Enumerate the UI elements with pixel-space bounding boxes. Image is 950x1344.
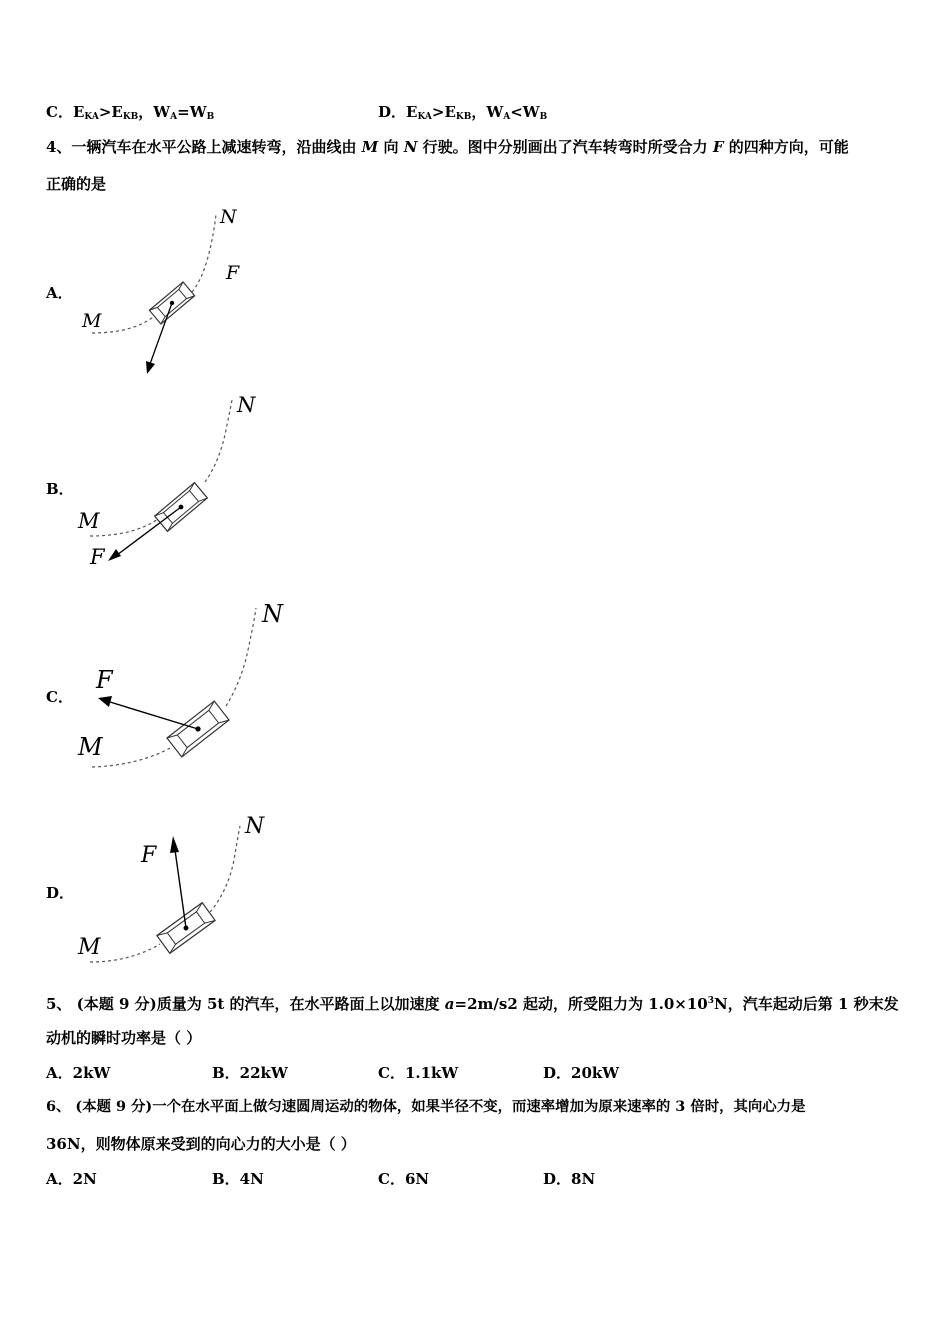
- q5-option-d: D．20kW: [543, 1064, 620, 1082]
- label-n: N: [237, 393, 256, 417]
- q6-option-b: B．4N: [212, 1170, 264, 1188]
- q5-option-c: C．1.1kW: [378, 1064, 459, 1082]
- q5-option-a: A．2kW: [46, 1064, 111, 1082]
- label-f: F: [141, 843, 157, 868]
- q4-option-d-label: D．: [46, 884, 75, 902]
- label-n: N: [220, 206, 237, 228]
- q5-option-b: B．22kW: [212, 1064, 288, 1082]
- q4-option-c-label: C．: [46, 688, 73, 706]
- q6-stem-line1: 6、 (本题 9 分)一个在水平面上做匀速圆周运动的物体，如果半径不变，而速率增加为原来速率的 3 倍时，其向心力是: [46, 1098, 806, 1115]
- label-f: F: [90, 545, 105, 569]
- label-n: N: [262, 600, 283, 628]
- q5-stem-line2: 动机的瞬时功率是（ ）: [46, 1029, 202, 1047]
- q6-option-c: C．6N: [378, 1170, 430, 1188]
- label-m: M: [78, 733, 103, 761]
- q6-option-d: D．8N: [543, 1170, 596, 1188]
- q3-option-d: D．$E_{KA}>E_{KB}$，$W_A<W_B$: [378, 103, 548, 122]
- q4-stem-line2: 正确的是: [46, 175, 107, 193]
- q4-option-a-label: A．: [46, 284, 73, 302]
- q3-option-c: C．$E_{KA}>E_{KB}$，$W_A=W_B$: [46, 103, 215, 122]
- label-m: M: [82, 310, 102, 332]
- q4-stem-line1: 4、一辆汽车在水平公路上减速转弯，沿曲线由 M 向 N 行驶。图中分别画出了汽车转弯时所受合力 F 的四种方向，可能: [46, 138, 849, 156]
- force-arrow: [175, 850, 186, 928]
- label-m: M: [78, 509, 100, 533]
- q4-option-b-label: B．: [46, 480, 74, 498]
- label-m: M: [78, 935, 101, 960]
- label-f: F: [226, 262, 240, 284]
- label-n: N: [245, 814, 265, 839]
- q6-stem-line2: 36N，则物体原来受到的向心力的大小是（ ）: [46, 1135, 356, 1153]
- q6-option-a: A．2N: [46, 1170, 97, 1188]
- label-f: F: [96, 666, 113, 694]
- q5-stem-line1: 5、 (本题 9 分)质量为 5t 的汽车，在水平路面上以加速度 a=2m/s2 起动，所受阻力为 $1.0\times 10^3N$，汽车起动后第 1 秒末发: [46, 995, 899, 1013]
